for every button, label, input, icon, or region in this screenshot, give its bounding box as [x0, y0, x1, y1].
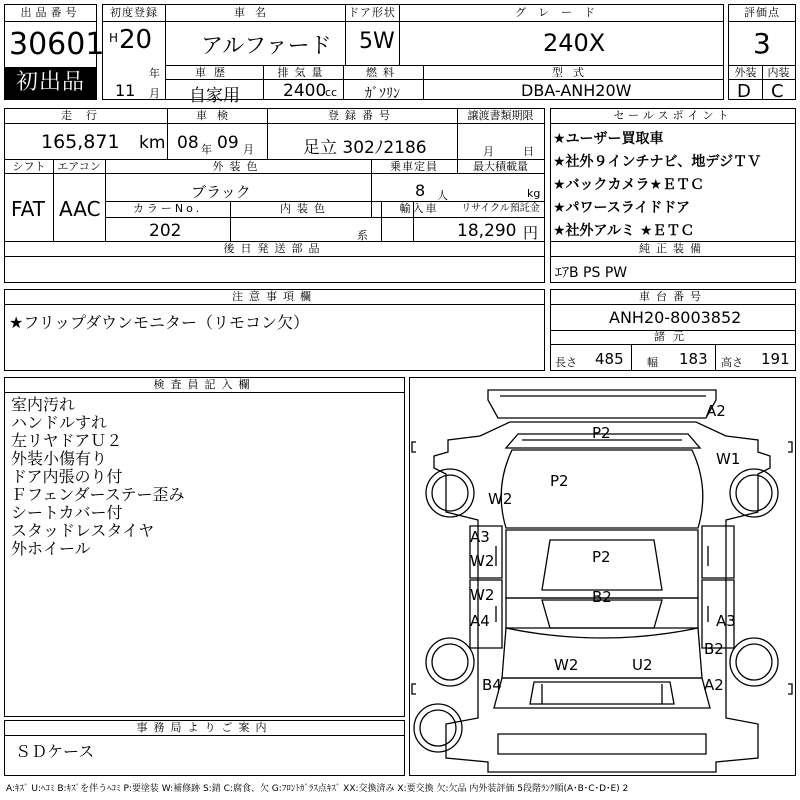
color-no: 202	[149, 221, 182, 241]
inspector-note: 室内汚れ	[11, 395, 76, 414]
damage-mark: W2	[554, 656, 579, 674]
sales-point: ★社外９インチナビ、地デジＴＶ	[553, 154, 762, 170]
exterior-color: ブラック	[191, 183, 251, 201]
color-no-label: カラーNo.	[132, 202, 203, 215]
legend: A:ｷｽﾞ U:ﾍｺﾐ B:ｷｽﾞを伴うﾍｺﾐ P:要塗装 W:補修跡 S:錆 C:腐食、欠 G:ﾌﾛﾝﾄｶﾞﾗｽ点ｷｽﾞ XX:交換済み X:要交換 欠:欠品 内外装評価 5段階ﾗﾝｸ順(A･B･C･D･E) 2	[6, 784, 629, 794]
plate-label: 登録番号	[328, 109, 396, 122]
later-parts-label: 後日発送部品	[223, 242, 326, 255]
damage-mark: A3	[470, 528, 490, 546]
max-load-unit: kg	[527, 187, 541, 200]
grade: 240X	[543, 29, 606, 57]
doc-deadline-label: 譲渡書類期限	[467, 109, 534, 122]
damage-mark: W2	[470, 552, 495, 570]
shift: FAT	[11, 197, 46, 221]
recycle-fee: 18,290	[457, 221, 517, 241]
interior-grade: C	[771, 81, 784, 102]
inspector-note: シートカバー付	[11, 503, 123, 522]
damage-mark: A2	[706, 402, 726, 420]
damage-mark: W2	[488, 490, 513, 508]
inspection-month-unit: 月	[243, 143, 254, 156]
mileage-unit: km	[139, 133, 166, 153]
score-label: 評価点	[744, 6, 780, 19]
displacement: 2400	[283, 81, 327, 101]
damage-mark: A3	[716, 612, 736, 630]
damage-mark: A4	[470, 612, 490, 630]
inspector-note: ドア内張のり付	[11, 467, 123, 486]
equipment-label: 純正装備	[639, 242, 707, 255]
ac: AAC	[59, 197, 101, 221]
history-label: 車歴	[195, 66, 233, 79]
interior-color-unit: 系	[357, 229, 368, 242]
capacity-label: 乗車定員	[390, 160, 438, 173]
fuel: ｶﾞｿﾘﾝ	[365, 86, 400, 102]
office-label: 事務局よりご案内	[136, 721, 273, 734]
exterior-grade: D	[737, 81, 751, 102]
first-reg-label: 初度登録	[110, 6, 158, 19]
score-box	[728, 4, 796, 100]
inspector-label: 検査員記入欄	[153, 378, 256, 391]
doc-day-unit: 日	[523, 145, 534, 158]
damage-mark: P2	[592, 424, 611, 442]
exterior-label: 外装	[734, 66, 757, 79]
chassis-number: ANH20-8003852	[609, 308, 742, 327]
header-grid	[102, 4, 724, 106]
door-label: ドア形状	[348, 6, 396, 19]
door-type: 5W	[359, 29, 395, 54]
damage-mark: B4	[482, 676, 502, 694]
inspection-label: 車検	[196, 109, 238, 122]
inspector-note: 外装小傷有り	[11, 449, 108, 468]
reg-year-unit: 年	[149, 67, 160, 80]
doc-month-unit: 月	[483, 145, 494, 158]
era: H	[109, 31, 119, 45]
inspection-year: 08	[177, 133, 199, 153]
caution-note: ★フリップダウンモニター（リモコン欠）	[9, 313, 309, 332]
model-code: DBA-ANH20W	[521, 81, 632, 100]
chassis-label: 車台番号	[639, 290, 707, 303]
max-load-label: 最大積載量	[473, 160, 528, 173]
dims-label: 諸元	[654, 330, 692, 343]
inspector-note: 左リヤドアＵ２	[11, 431, 123, 450]
fuel-label: 燃料	[366, 66, 400, 79]
mileage: 165,871	[41, 131, 120, 153]
interior-label: 内装	[767, 66, 790, 79]
inspector-note: スタッドレスタイヤ	[11, 521, 155, 540]
plate-number: 足立 302ﾉ2186	[303, 138, 427, 158]
inspector-note: ハンドルすれ	[11, 413, 108, 432]
car-name-label: 車名	[234, 6, 276, 19]
sales-point: ★バックカメラ★ＥＴＣ	[553, 177, 705, 193]
caution-label: 注意事項欄	[232, 290, 317, 303]
office-note: ＳＤケース	[15, 742, 95, 761]
height-label: 高さ	[721, 356, 743, 369]
reg-year: 20	[119, 25, 153, 55]
damage-mark: U2	[632, 656, 653, 674]
sales-point: ★パワースライドドア	[553, 200, 691, 216]
first-listing-badge: 初出品	[5, 67, 96, 99]
inspector-note: 外ホイール	[11, 539, 91, 558]
recycle-label: リサイクル預託金	[461, 203, 540, 214]
inspector-note: Ｆフェンダーステー歪み	[11, 485, 185, 504]
shift-label: シフト	[12, 160, 46, 173]
displacement-unit: cc	[325, 86, 338, 99]
import-label: 輸入車	[399, 202, 439, 215]
length: 485	[595, 350, 624, 368]
damage-mark: A2	[704, 676, 724, 694]
car-name: アルファード	[201, 34, 332, 59]
vehicle-info-grid	[4, 108, 545, 283]
capacity: 8	[415, 181, 426, 200]
height: 191	[761, 350, 790, 368]
lot-number-label: 出品番号	[20, 6, 81, 19]
reg-month-unit: 月	[149, 87, 160, 100]
color-label: 外装色	[212, 160, 264, 173]
reg-month: 11	[115, 81, 136, 100]
score: 3	[753, 27, 771, 60]
history: 自家用	[189, 86, 240, 106]
sales-point: ★ユーザー買取車	[553, 131, 664, 147]
damage-mark: B2	[704, 640, 724, 658]
lot-number: 30601	[9, 27, 105, 62]
interior-color-label: 内装色	[280, 202, 331, 215]
caution-box	[4, 289, 545, 371]
sales-points-box	[550, 108, 796, 283]
damage-mark: P2	[550, 472, 569, 490]
equipment: ｴｱB PS PW	[555, 265, 628, 281]
capacity-unit: 人	[437, 189, 448, 202]
lot-number-box	[4, 4, 105, 100]
displacement-label: 排気量	[277, 66, 329, 79]
model-label: 型式	[552, 66, 594, 79]
width-label: 幅	[647, 356, 658, 369]
width: 183	[679, 350, 708, 368]
damage-mark: W1	[716, 450, 741, 468]
damage-mark: P2	[592, 548, 611, 566]
grade-label: グレード	[515, 6, 607, 19]
damage-mark: W2	[470, 586, 495, 604]
office-box	[4, 720, 405, 776]
mileage-label: 走行	[61, 109, 111, 122]
ac-label: エアコン	[57, 160, 101, 173]
inspection-year-unit: 年	[201, 143, 212, 156]
chassis-box	[550, 289, 796, 371]
inspector-box	[4, 377, 405, 717]
inspection-month: 09	[217, 133, 239, 153]
length-label: 長さ	[555, 356, 577, 369]
recycle-fee-unit: 円	[523, 224, 539, 242]
sales-points-label: セールスポイント	[613, 109, 733, 122]
damage-mark: B2	[592, 588, 612, 606]
sales-point: ★社外アルミ ★ＥＴＣ	[553, 223, 695, 239]
car-diagram-box	[409, 377, 796, 776]
